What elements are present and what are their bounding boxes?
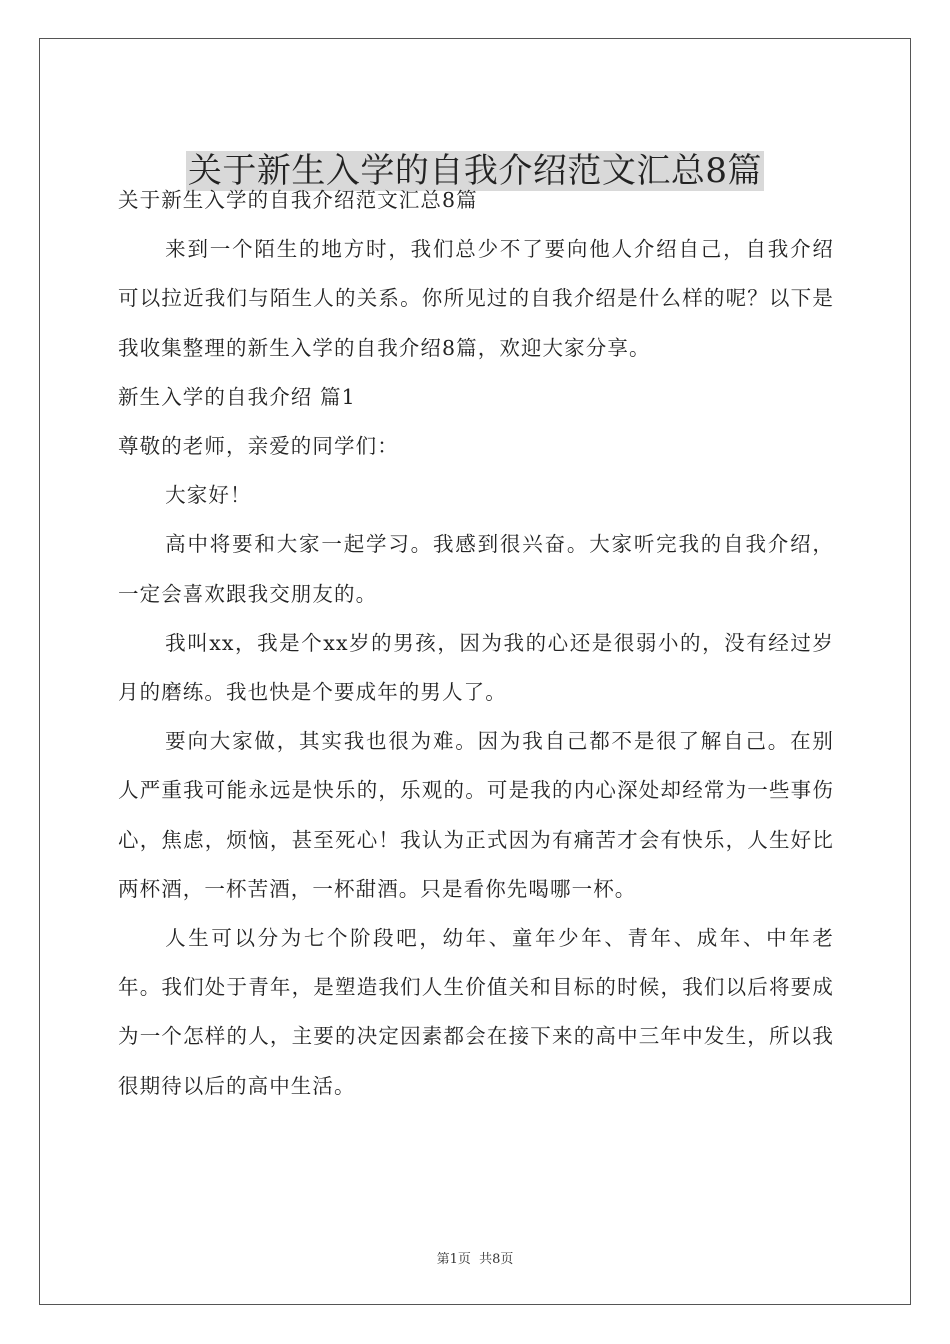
section-heading: 新生入学的自我介绍 篇1 <box>118 384 356 409</box>
greeting: 大家好！ <box>165 483 252 508</box>
document-body <box>118 176 834 1111</box>
salutation: 尊敬的老师，亲爱的同学们： <box>118 434 399 459</box>
total-pages: 共8页 <box>479 1252 514 1267</box>
body-paragraph: 要向大家做，其实我也很为难。因为我自己都不是很了解自己。在别人严重我可能永远是快乐的，乐观的。可是我的内心深处却经常为一些事伤心，焦虑，烦恼，甚至死心！我认为正式因为有痛苦才会有快乐，人生好比两杯酒，一杯苦酒，一杯甜酒。只是看你先喝哪一杯。 <box>118 729 834 901</box>
intro-paragraph: 来到一个陌生的地方时，我们总少不了要向他人介绍自己，自我介绍可以拉近我们与陌生人的关系。你所见过的自我介绍是什么样的呢？以下是我收集整理的新生入学的自我介绍8篇，欢迎大家分享。 <box>118 237 834 360</box>
page-footer <box>0 1248 950 1267</box>
body-paragraph: 人生可以分为七个阶段吧，幼年、童年少年、青年、成年、中年老年。我们处于青年，是塑造我们人生价值关和目标的时候，我们以后将要成为一个怎样的人，主要的决定因素都会在接下来的高中三年中发生，所以我很期待以后的高中生活。 <box>118 926 834 1098</box>
body-paragraph: 高中将要和大家一起学习。我感到很兴奋。大家听完我的自我介绍，一定会喜欢跟我交朋友的。 <box>118 532 834 606</box>
document-subtitle: 关于新生入学的自我介绍范文汇总8篇 <box>118 188 478 212</box>
body-paragraph: 我叫xx，我是个xx岁的男孩，因为我的心还是很弱小的，没有经过岁月的磨练。我也快是个要成年的男人了。 <box>118 630 834 705</box>
page-number: 第1页 <box>436 1252 471 1267</box>
document-title-text: 关于新生入学的自我介绍范文汇总8篇 <box>187 150 763 191</box>
